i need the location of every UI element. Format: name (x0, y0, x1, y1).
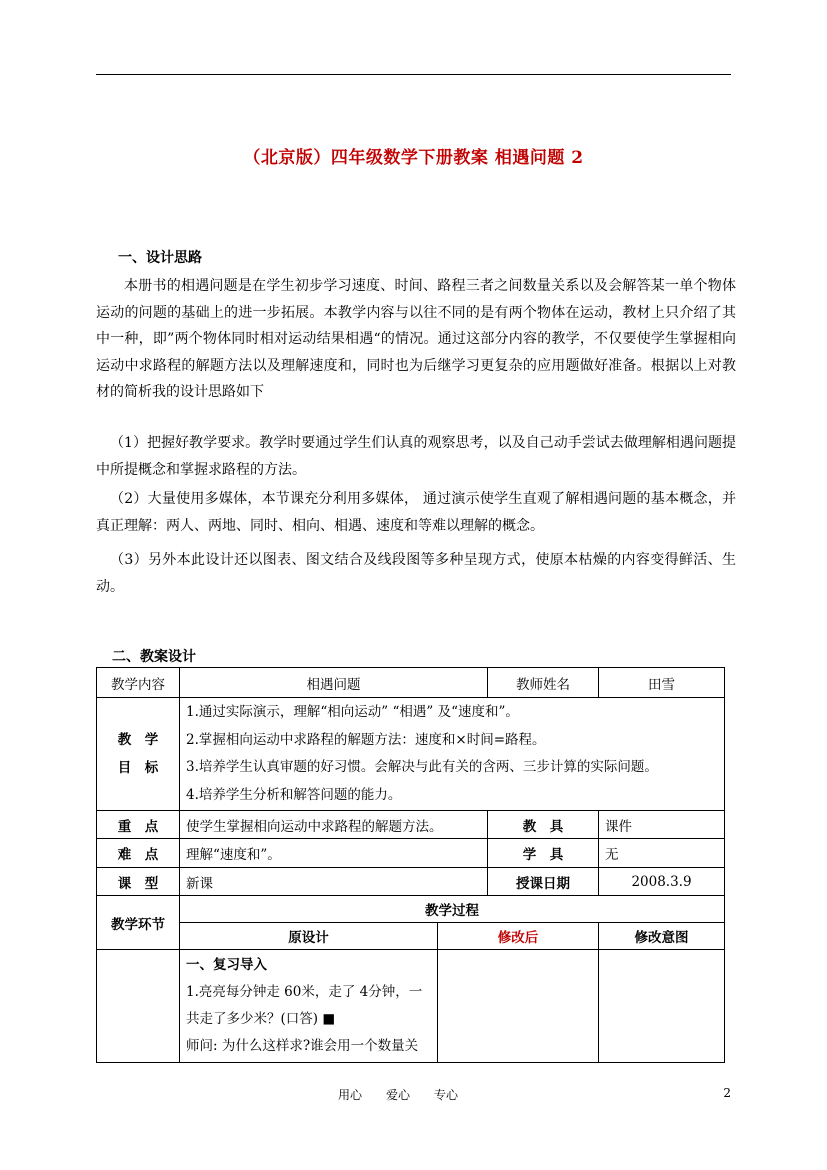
key-point-value: 使学生掌握相向运动中求路程的解题方法。 (180, 811, 488, 839)
review-line-3: 师问: 为什么这样求?谁会用一个数量关 (186, 1038, 419, 1054)
document-title: （北京版）四年级数学下册教案 相遇问题 2 (243, 148, 584, 168)
goal-item-4: 4.培养学生分析和解答问题的能力。 (186, 786, 402, 803)
stage-label: 教学环节 (97, 896, 180, 950)
original-design-header: 原设计 (180, 923, 438, 950)
table-row (97, 868, 725, 896)
goals-label (97, 698, 180, 811)
review-heading: 一、复习导入 (186, 957, 267, 973)
design-item-1: （1）把握好教学要求。教学时要通过学生们认真的观察思考，以及自己动手尝试去做理解相遇问题提中所提概念和掌握求路程的方法。 (96, 435, 736, 478)
design-item-2: （2）大量使用多媒体，本节课充分利用多媒体， 通过演示使学生直观了解相遇问题的基本概念，并真正理解：两人、两地、同时、相向、相遇、速度和等难以理解的概念。 (96, 491, 736, 534)
content-value: 相遇问题 (180, 668, 488, 698)
content-label: 教学内容 (97, 668, 180, 698)
intro-paragraph: 本册书的相遇问题是在学生初步学习速度、时间、路程三者之间数量关系以及会解答某一单个物体运动的问题的基础上的进一步拓展。本教学内容与以往不同的是有两个物体在运动，教材上只介绍了其中一种，即”两个物体同时相对运动结果相遇“的情况。通过这部分内容的教学，不仅要使学生掌握相向运动中求路程的解题方法以及理解速度和，同时也为后继学习更复杂的应用题做好准备。根据以上对教材的简析我的设计思路如下 (96, 278, 736, 400)
table-row (97, 668, 725, 698)
page-number: 2 (723, 1086, 731, 1100)
lesson-plan-table (96, 667, 725, 1063)
table-row (97, 811, 725, 839)
header-rule (96, 74, 731, 75)
lesson-type-label: 课 型 (97, 868, 180, 896)
section-heading-design-idea: 一、设计思路 (118, 250, 202, 266)
footer-motto: 用心 爱心 专心 (338, 1088, 459, 1102)
table-row (97, 698, 725, 811)
intent-header: 修改意图 (599, 923, 725, 950)
table-row (97, 950, 725, 1063)
design-item-3: （3）另外本此设计还以图表、图文结合及线段图等多种呈现方式，使原本枯燥的内容变得鲜活、生动。 (96, 552, 736, 595)
review-line-2: 共走了多少米？(口答) ■ (186, 1011, 336, 1027)
goal-item-2: 2.掌握相向运动中求路程的解题方法：速度和×时间=路程。 (186, 731, 546, 748)
original-design-cell (180, 950, 438, 1063)
process-label: 教学过程 (180, 896, 725, 923)
date-label: 授课日期 (488, 868, 599, 896)
table-row (97, 839, 725, 868)
intent-cell (599, 950, 725, 1063)
lesson-type-value: 新课 (180, 868, 488, 896)
teaching-tools-label: 教 具 (488, 811, 599, 839)
date-value: 2008.3.9 (599, 868, 725, 896)
goal-item-1: 1.通过实际演示，理解“相向运动” “相遇” 及“速度和”。 (186, 704, 519, 720)
section-heading-plan: 二、教案设计 (112, 649, 196, 665)
key-point-label: 重 点 (97, 811, 180, 839)
teacher-label: 教师姓名 (488, 668, 599, 698)
goals-cell (180, 698, 725, 811)
stage-cell (97, 950, 180, 1063)
learning-tools-value: 无 (599, 839, 725, 868)
modified-cell (438, 950, 599, 1063)
table-row (97, 896, 725, 923)
learning-tools-label: 学 具 (488, 839, 599, 868)
goals-label-line-2: 目 标 (117, 760, 159, 776)
review-line-1: 1.亮亮每分钟走 60米，走了 4分钟，一 (186, 984, 423, 1000)
difficulty-label: 难 点 (97, 839, 180, 868)
goals-label-line-1: 教 学 (117, 732, 159, 748)
teaching-tools-value: 课件 (599, 811, 725, 839)
difficulty-value: 理解“速度和”。 (180, 839, 488, 868)
table-row (97, 923, 725, 950)
teacher-value: 田雪 (599, 668, 725, 698)
goal-item-3: 3.培养学生认真审题的好习惯。会解决与此有关的含两、三步计算的实际问题。 (186, 759, 658, 775)
modified-header: 修改后 (438, 923, 599, 950)
